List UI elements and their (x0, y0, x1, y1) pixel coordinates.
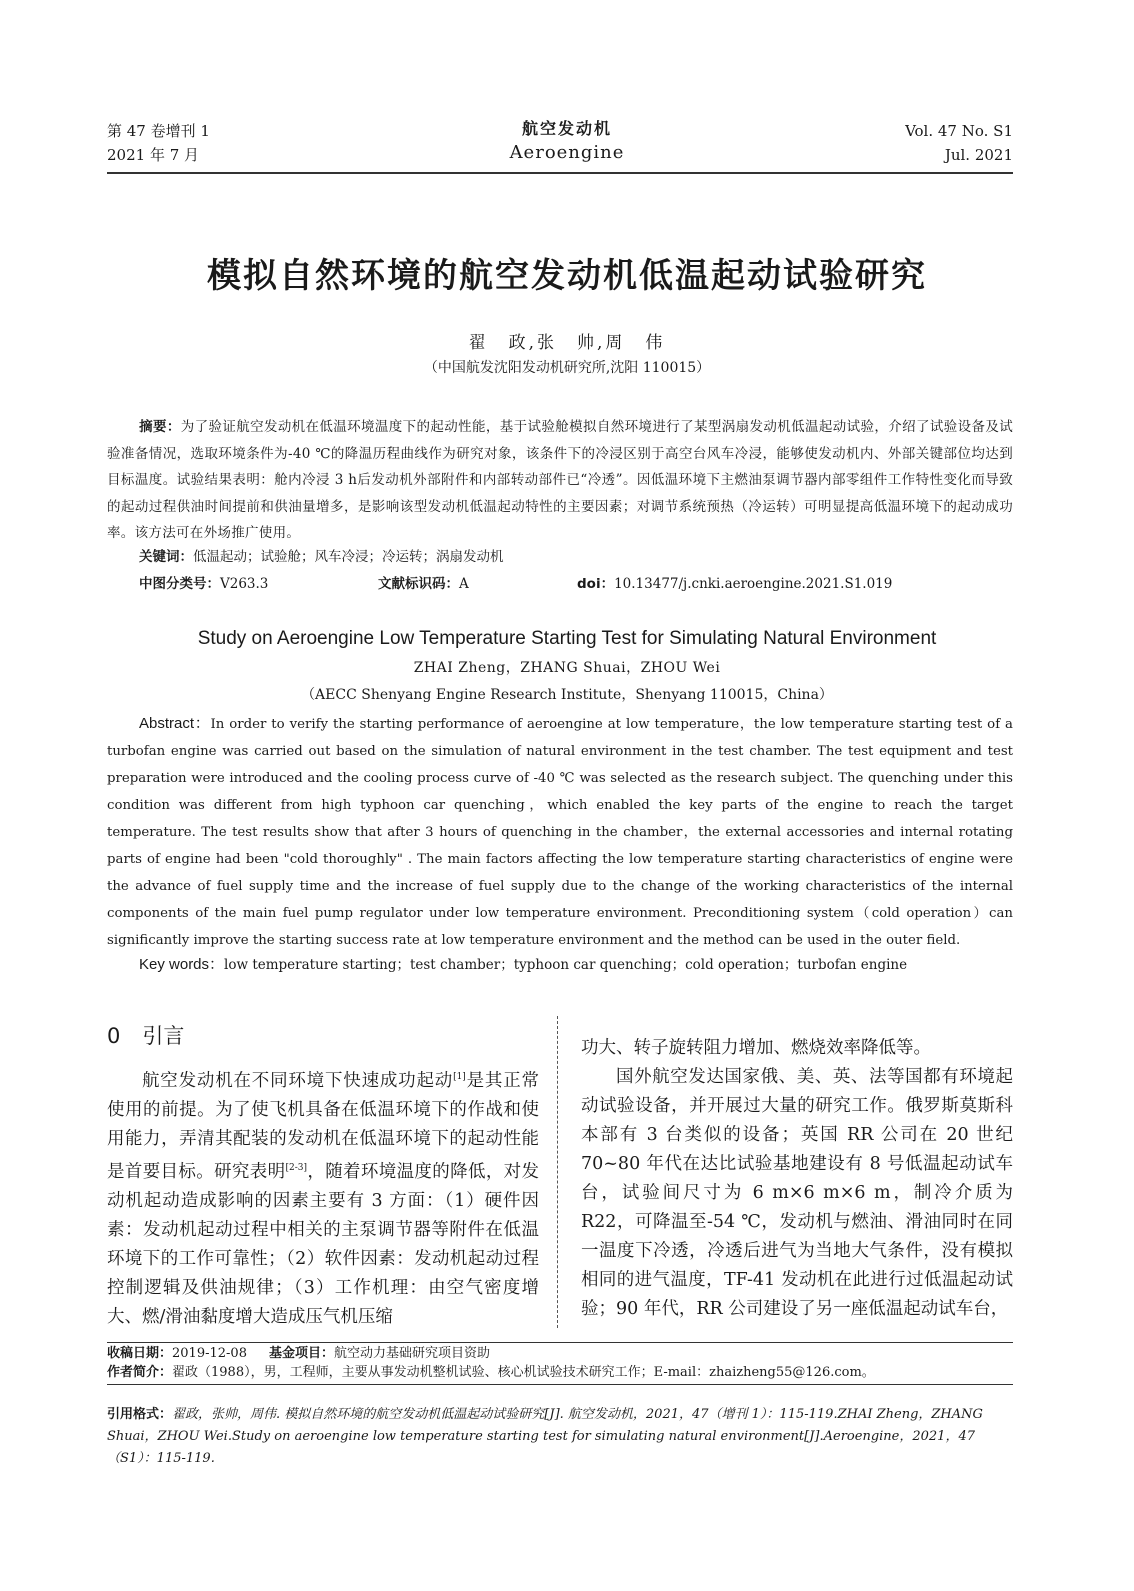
fund-label: 基金项目： (268, 1346, 334, 1361)
fund-value: 航空动力基础研究项目资助 (333, 1346, 490, 1361)
citation-ref: [2-3] (285, 1162, 307, 1173)
publication-date: 2021 年 7 月 (107, 146, 200, 164)
keywords-en-label: Key words： (139, 956, 225, 973)
paper-affiliation-en: （AECC Shenyang Engine Research Institute，Shenyang 110015，China） (301, 687, 833, 703)
clc-value: V263.3 (220, 576, 269, 592)
author-label: 作者简介： (107, 1365, 173, 1380)
received-label: 收稿日期： (107, 1346, 173, 1361)
body-paragraph: 功大、转子旋转阻力增加、燃烧效率降低等。 (581, 1038, 931, 1058)
date-en: Jul. 2021 (944, 146, 1013, 164)
abstract-en-text: In order to verify the starting performance of aeroengine at low temperature，the low temperature starting test of a turbofan engine was carried out based on the simulation of natural environment in the test chamber. The test equipment and test preparation were introduced and the cooling process curve of -40 ℃ was selected as the research subject. The quenching under this condition was different from high typhoon car quenching，which enabled the key parts of the engine to reach the target temperature. The test results show that after 3 hours of quenching in the chamber，the external accessories and internal rotating parts of engine had been "cold thoroughly" . The main factors affecting the low temperature starting characteristics of engine were the advance of fuel supply time and the increase of fuel supply due to the change of the working characteristics of the internal components of the main fuel pump regulator under low temperature environment. Preconditioning system（cold operation）can significantly improve the starting success rate at low temperature environment and the method can be used in the outer field. (107, 717, 1013, 948)
abstract-en-label: Abstract： (139, 715, 211, 732)
section-title: 引言 (142, 1024, 185, 1048)
author-value: 翟政（1988），男，工程师，主要从事发动机整机试验、核心机试验技术研究工作；E-mail：zhaizheng55@126.com。 (172, 1365, 875, 1380)
paper-authors: 翟 政,张 帅,周 伟 (468, 333, 666, 353)
abstract-cn (107, 414, 1013, 547)
doi (577, 572, 892, 596)
journal-name-cn: 航空发动机 (521, 119, 612, 138)
volume-number-en: Vol. 47 No. S1 (905, 122, 1013, 140)
doc-label: 文献标识码： (378, 576, 459, 592)
clc-label: 中图分类号： (139, 576, 220, 592)
keywords-cn-label: 关键词： (139, 549, 193, 565)
abstract-cn-label: 摘要： (139, 419, 181, 435)
section-heading (107, 1020, 184, 1050)
doc-value: A (459, 576, 469, 592)
doi-value: 10.13477/j.cnki.aeroengine.2021.S1.019 (614, 576, 893, 592)
body-text: 是其正常使用的前提。为了使飞机具备在低温环境下的作战和使用能力，弄清其配装的发动机在低温环境下的起动性能是首要目标。研究表明 (107, 1070, 540, 1182)
volume-issue: 第 47 卷增刊 1 (107, 122, 210, 140)
citation-rule (107, 1384, 1013, 1385)
journal-name (367, 117, 767, 165)
citation-ref: [1] (453, 1072, 466, 1082)
keywords-cn-text: 低温起动；试验舱；风车冷浸；冷运转；涡扇发动机 (193, 549, 504, 565)
doi-label: doi： (577, 576, 615, 592)
footnote-author (107, 1362, 1013, 1384)
column-separator (557, 1016, 558, 1328)
received-value: 2019-12-08 (172, 1346, 247, 1361)
citation-format (107, 1404, 1013, 1470)
body-right-column (581, 1034, 1013, 1324)
paper-title: 模拟自然环境的航空发动机低温起动试验研究 (207, 256, 927, 296)
keywords-en-text: low temperature starting；test chamber；typhoon car quenching；cold operation；turbofan engine (224, 957, 908, 973)
citation-label: 引用格式： (107, 1407, 173, 1422)
keywords-en (139, 953, 907, 977)
citation-text: 翟政，张帅，周伟. 模拟自然环境的航空发动机低温起动试验研究[J]. 航空发动机，2021，47（增刊 1）：115-119.ZHAI Zheng，ZHANG Shuai，ZHOU Wei.Study on aeroengine low temperature starting test for simulating natural environment[J].Aeroengine，2021，47（S1）：115-119. (107, 1407, 983, 1466)
body-text: 航空发动机在不同环境下快速成功起动 (142, 1070, 454, 1091)
body-paragraph: 国外航空发达国家俄、美、英、法等国都有环境起动试验设备，并开展过大量的研究工作。俄罗斯莫斯科本部有 3 台类似的设备；英国 RR 公司在 20 世纪 70~80 年代在达比试验基地建设有 8 号低温起动试车台，试验间尺寸为 6 m×6 m×6 m，制冷介质为 R22，可降温至-54 ℃，发动机与燃油、滑油同时在同一温度下冷透，冷透后进气为当地大气条件，没有模拟相同的进气温度，TF-41 发动机在此进行过低温起动试验；90 年代，RR 公司建设了另一座低温起动试车台， (581, 1067, 1013, 1319)
document-code (378, 572, 469, 596)
abstract-cn-text: 为了验证航空发动机在低温环境温度下的起动性能，基于试验舱模拟自然环境进行了某型涡扇发动机低温起动试验，介绍了试验设备及试验准备情况，选取环境条件为-40 ℃的降温历程曲线作为研究对象，该条件下的冷浸区别于高空台风车冷浸，能够使发动机内、外部关键部位均达到目标温度。试验结果表明：舱内冷浸 3 h后发动机外部附件和内部转动部件已“冷透”。因低温环境下主燃油泵调节器内部零组件工作特性变化而导致的起动过程供油时间提前和供油量增多，是影响该型发动机低温起动特性的主要因素；对调节系统预热（冷运转）可明显提高低温环境下的起动成功率。该方法可在外场推广使用。 (107, 419, 1014, 541)
abstract-en (107, 710, 1013, 954)
body-text: ，随着环境温度的降低，对发动机起动造成影响的因素主要有 3 方面：（1）硬件因素：发动机起动过程中相关的主泵调节器等附件在低温环境下的工作可靠性；（2）软件因素：发动机起动过程控制逻辑及供油规律；（3）工作机理：由空气密度增大、燃/滑油黏度增大造成压气机压缩 (107, 1161, 540, 1327)
section-number: 0 (107, 1024, 121, 1048)
journal-issue-right (905, 119, 1013, 167)
paper-authors-en: ZHAI Zheng，ZHANG Shuai，ZHOU Wei (413, 660, 721, 676)
body-paragraph (107, 1063, 539, 1332)
paper-affiliation: （中国航发沈阳发动机研究所,沈阳 110015） (423, 360, 711, 376)
body-left-column (107, 1063, 539, 1332)
keywords-cn (139, 545, 504, 569)
paper-title-en: Study on Aeroengine Low Temperature Starting Test for Simulating Natural Environment (197, 628, 937, 649)
header-rule (107, 172, 1013, 174)
clc-number (139, 572, 268, 596)
journal-issue-left (107, 119, 210, 167)
journal-name-en: Aeroengine (509, 142, 625, 163)
